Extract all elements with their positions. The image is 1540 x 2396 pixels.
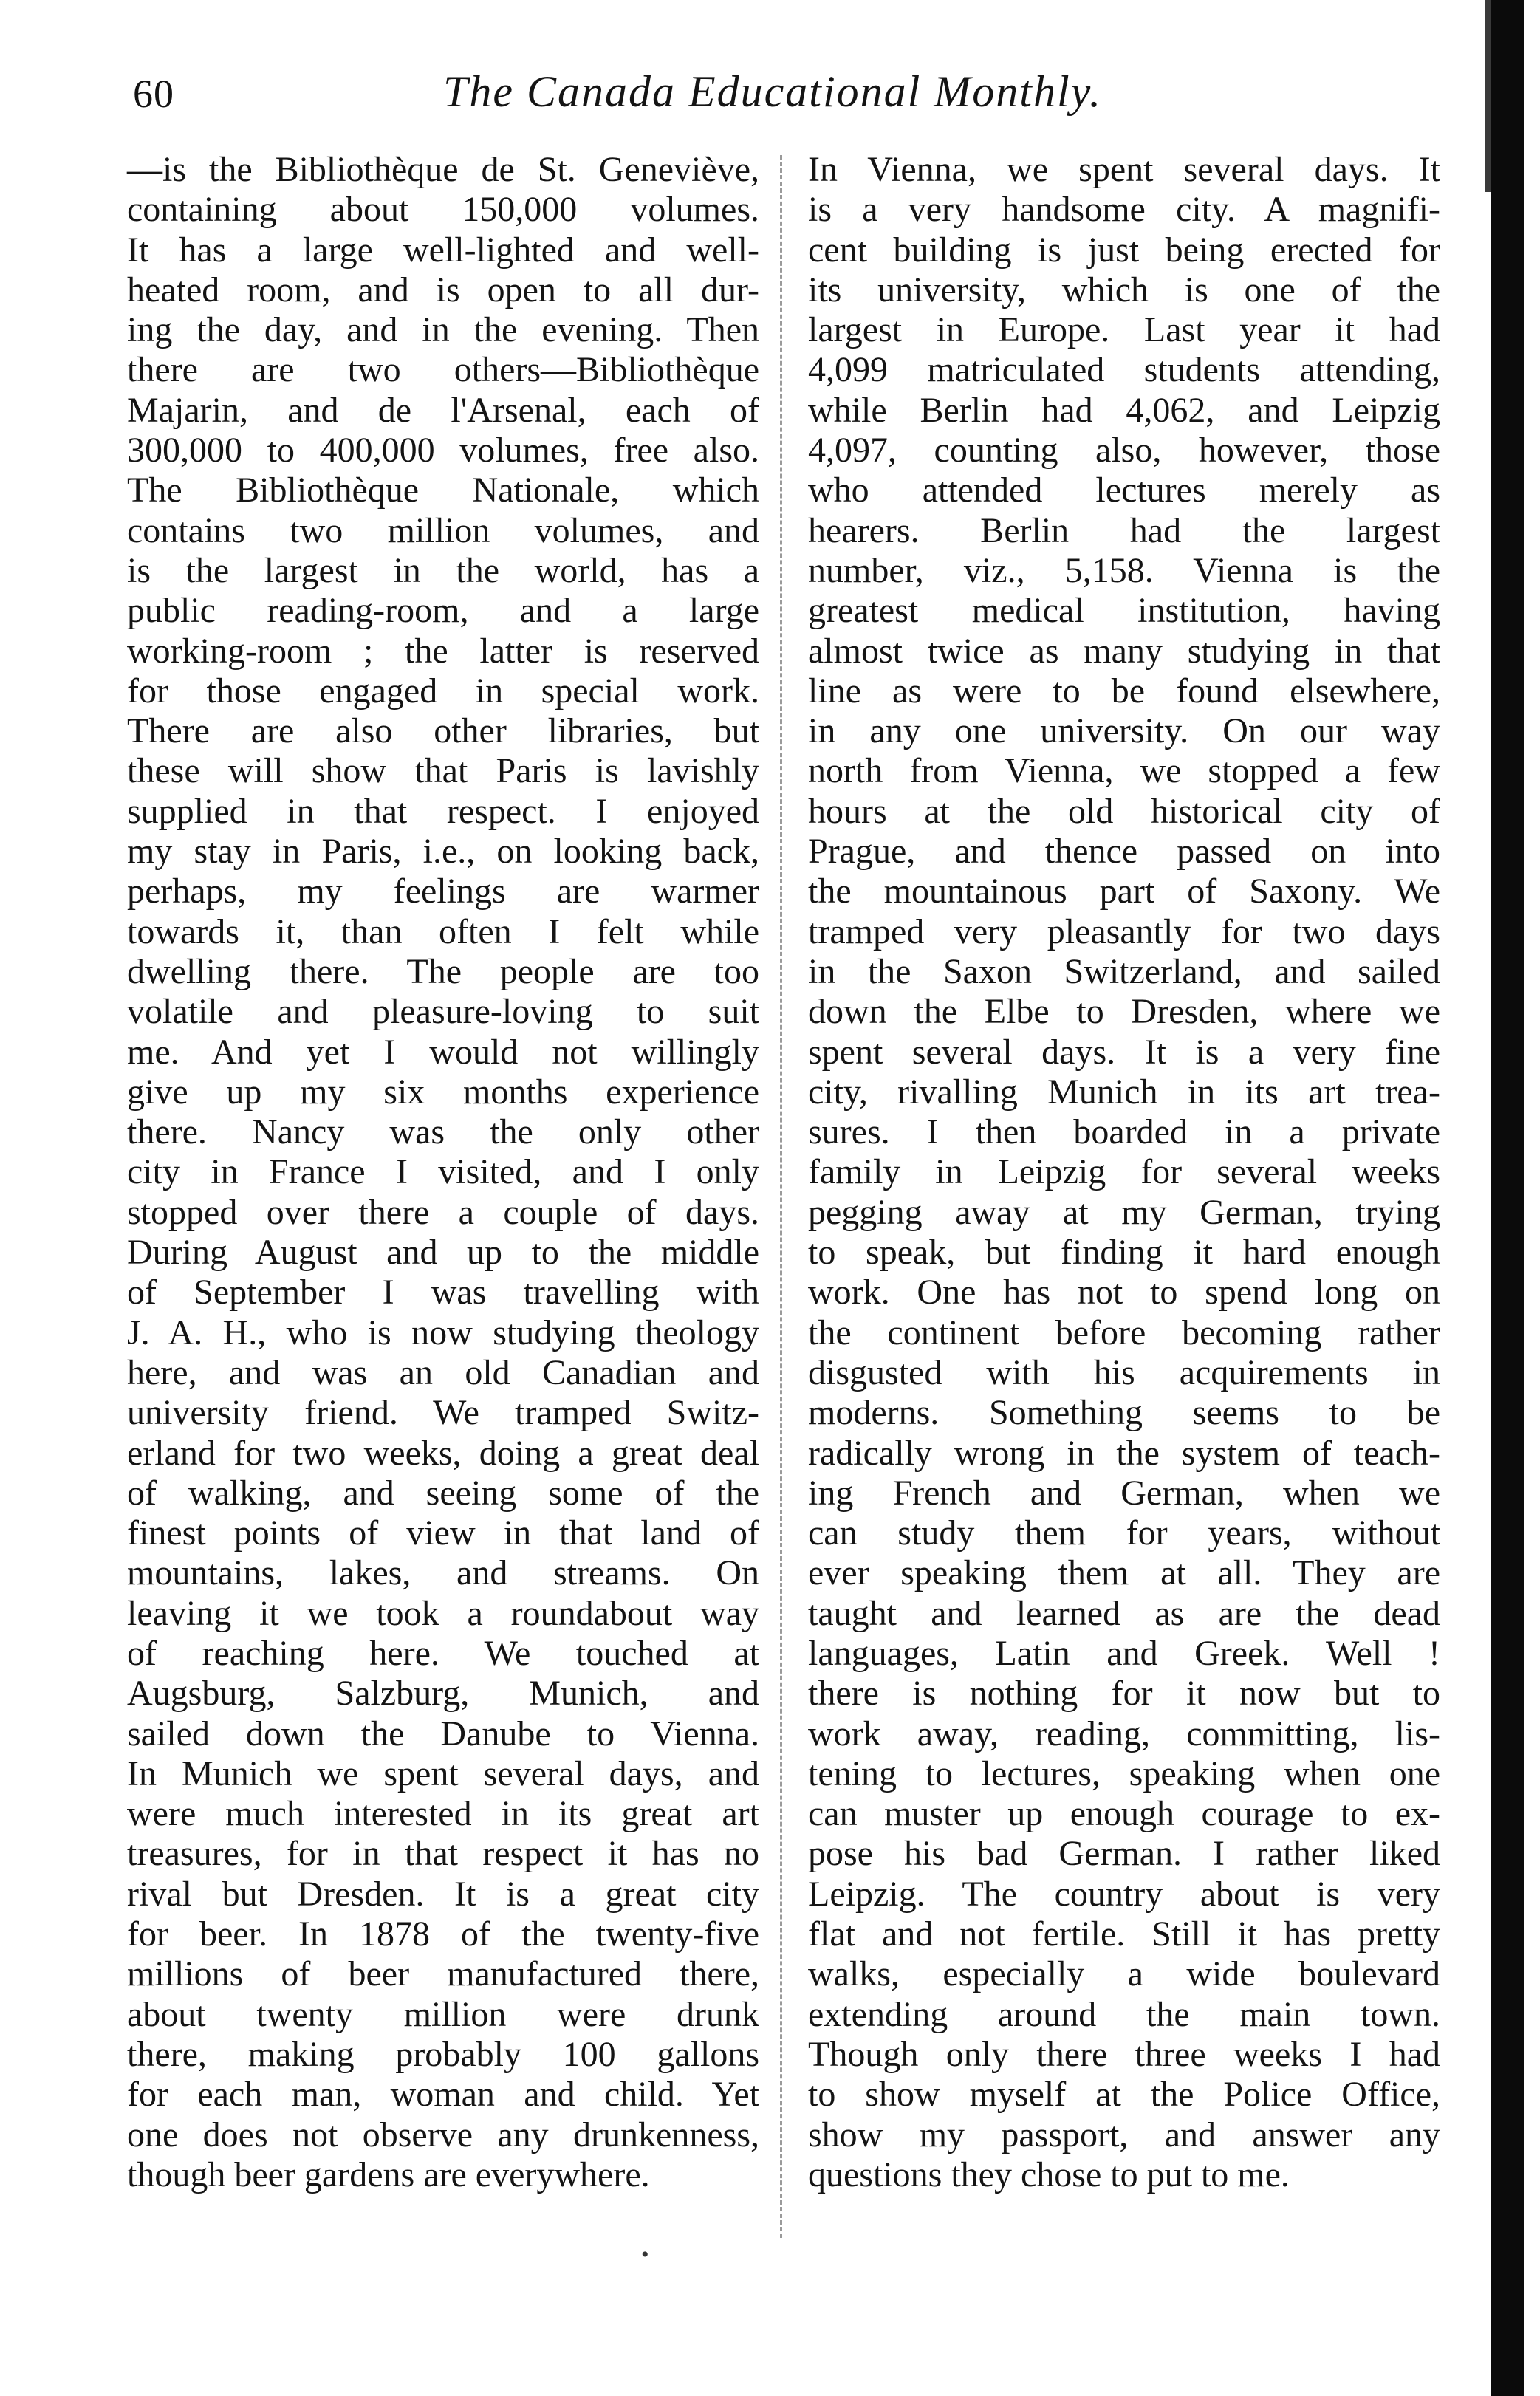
right-column-line: languages, Latin and Greek. Well ! [808, 1633, 1440, 1673]
left-column-line: finest points of view in that land of [127, 1513, 759, 1553]
left-column-line: stopped over there a couple of days. [127, 1192, 759, 1232]
left-column-line: During August and up to the middle [127, 1233, 759, 1273]
left-column-line: volatile and pleasure-loving to suit [127, 992, 759, 1032]
right-column-line: questions they chose to put to me. [808, 2154, 1290, 2194]
right-column-line: almost twice as many studying in that [808, 631, 1440, 671]
right-column-line: north from Vienna, we stopped a few [808, 751, 1440, 791]
left-column-line: for each man, woman and child. Yet [127, 2075, 759, 2115]
right-column-line: Prague, and thence passed on into [808, 832, 1440, 872]
right-column-line: hours at the old historical city of [808, 791, 1440, 831]
right-column-line: In Vienna, we spent several days. It [808, 150, 1440, 189]
left-column-line: towards it, than often I felt while [127, 911, 759, 951]
right-column-line: extending around the main town. [808, 1994, 1440, 2034]
left-column-line: leaving it we took a roundabout way [127, 1593, 759, 1633]
right-column-line: flat and not fertile. Still it has pretty [808, 1914, 1440, 1954]
left-column-line: give up my six months experience [127, 1072, 759, 1112]
left-column-line: erland for two weeks, doing a great deal [127, 1433, 759, 1473]
right-column-line: show my passport, and answer any [808, 2115, 1440, 2154]
left-column-line: perhaps, my feelings are warmer [127, 872, 759, 911]
right-column-line: sures. I then boarded in a private [808, 1112, 1440, 1152]
left-column-line: The Bibliothèque Nationale, which [127, 470, 759, 510]
right-column-line: spent several days. It is a very fine [808, 1032, 1440, 1072]
right-column-line: work. One has not to spend long on [808, 1273, 1440, 1312]
running-title: The Canada Educational Monthly. [443, 67, 1102, 116]
left-column-line: dwelling there. The people are too [127, 951, 759, 991]
right-column-line: to speak, but finding it hard enough [808, 1233, 1440, 1273]
left-column-line: there. Nancy was the only other [127, 1112, 759, 1152]
right-column [808, 150, 1440, 2195]
left-column-line: these will show that Paris is lavishly [127, 751, 759, 791]
left-column-line: There are also other libraries, but [127, 711, 759, 751]
right-column-line: city, rivalling Munich in its art trea- [808, 1072, 1440, 1112]
left-column-line: heated room, and is open to all dur- [127, 270, 759, 309]
right-column-line: its university, which is one of the [808, 270, 1440, 309]
column-divider [780, 155, 782, 2238]
left-column-line: public reading-room, and a large [127, 591, 759, 631]
left-column-line: of walking, and seeing some of the [127, 1473, 759, 1513]
left-column-line: ing the day, and in the evening. Then [127, 310, 759, 350]
right-column-line: radically wrong in the system of teach- [808, 1433, 1440, 1473]
right-column-line: the mountainous part of Saxony. We [808, 872, 1440, 911]
right-column-line: pose his bad German. I rather liked [808, 1834, 1440, 1874]
right-column-line: down the Elbe to Dresden, where we [808, 992, 1440, 1032]
left-column-line: there are two others—Bibliothèque [127, 350, 759, 390]
left-column-line: is the largest in the world, has a [127, 550, 759, 590]
left-column-line: rival but Dresden. It is a great city [127, 1874, 759, 1914]
right-column-line: while Berlin had 4,062, and Leipzig [808, 390, 1440, 430]
right-column-line: to show myself at the Police Office, [808, 2075, 1440, 2115]
right-column-line: hearers. Berlin had the largest [808, 510, 1440, 550]
right-column-line: in any one university. On our way [808, 711, 1440, 751]
left-column-line: city in France I visited, and I only [127, 1152, 759, 1192]
right-column-line: tramped very pleasantly for two days [808, 911, 1440, 951]
left-column-line: contains two million volumes, and [127, 510, 759, 550]
left-column-line: though beer gardens are everywhere. [127, 2154, 650, 2194]
left-column-line: treasures, for in that respect it has no [127, 1834, 759, 1874]
right-column-line: number, viz., 5,158. Vienna is the [808, 550, 1440, 590]
left-column-line: my stay in Paris, i.e., on looking back, [127, 832, 759, 872]
left-column-line: Augsburg, Salzburg, Munich, and [127, 1674, 759, 1714]
right-column-line: the continent before becoming rather [808, 1312, 1440, 1352]
left-column-line: about twenty million were drunk [127, 1994, 759, 2034]
right-column-line: largest in Europe. Last year it had [808, 310, 1440, 350]
right-column-line: 4,099 matriculated students attending, [808, 350, 1440, 390]
left-column-line: containing about 150,000 volumes. [127, 190, 759, 230]
right-column-line: is a very handsome city. A magnifi- [808, 190, 1440, 230]
left-column-line: of September I was travelling with [127, 1273, 759, 1312]
right-column-line: tening to lectures, speaking when one [808, 1753, 1440, 1793]
page-edge-bar [1491, 0, 1524, 2396]
left-column-line: were much interested in its great art [127, 1794, 759, 1834]
page-number: 60 [133, 72, 174, 116]
left-column-line: for those engaged in special work. [127, 671, 759, 711]
ink-speck: • [641, 2242, 649, 2267]
left-column-line: supplied in that respect. I enjoyed [127, 791, 759, 831]
right-column-line: ing French and German, when we [808, 1473, 1440, 1513]
right-column-line: work away, reading, committing, lis- [808, 1714, 1440, 1753]
right-column-line: can study them for years, without [808, 1513, 1440, 1553]
right-column-line: Though only there three weeks I had [808, 2034, 1440, 2074]
right-column-line: Leipzig. The country about is very [808, 1874, 1440, 1914]
left-column-line: J. A. H., who is now studying theology [127, 1312, 759, 1352]
right-column-line: moderns. Something seems to be [808, 1393, 1440, 1433]
right-column-line: cent building is just being erected for [808, 230, 1440, 270]
left-column-line: for beer. In 1878 of the twenty-five [127, 1914, 759, 1954]
left-column-line: me. And yet I would not willingly [127, 1032, 759, 1072]
left-column-line: here, and was an old Canadian and [127, 1352, 759, 1392]
left-column-line: In Munich we spent several days, and [127, 1753, 759, 1793]
right-column-line: can muster up enough courage to ex- [808, 1794, 1440, 1834]
left-column-line: of reaching here. We touched at [127, 1633, 759, 1673]
right-column-line: greatest medical institution, having [808, 591, 1440, 631]
right-column-line: taught and learned as are the dead [808, 1593, 1440, 1633]
right-column-line: ever speaking them at all. They are [808, 1553, 1440, 1593]
right-column-line: walks, especially a wide boulevard [808, 1954, 1440, 1994]
left-column [127, 150, 759, 2195]
left-column-line: sailed down the Danube to Vienna. [127, 1714, 759, 1753]
left-column-line: 300,000 to 400,000 volumes, free also. [127, 431, 759, 470]
right-column-line: there is nothing for it now but to [808, 1674, 1440, 1714]
left-column-line: —is the Bibliothèque de St. Geneviève, [127, 150, 759, 189]
left-column-line: one does not observe any drunkenness, [127, 2115, 759, 2154]
left-column-line: Majarin, and de l'Arsenal, each of [127, 390, 759, 430]
right-column-line: disgusted with his acquirements in [808, 1352, 1440, 1392]
left-column-line: mountains, lakes, and streams. On [127, 1553, 759, 1593]
left-column-line: millions of beer manufactured there, [127, 1954, 759, 1994]
right-column-line: line as were to be found elsewhere, [808, 671, 1440, 711]
left-column-line: It has a large well-lighted and well- [127, 230, 759, 270]
right-column-line: who attended lectures merely as [808, 470, 1440, 510]
right-column-line: 4,097, counting also, however, those [808, 431, 1440, 470]
left-column-line: working-room ; the latter is reserved [127, 631, 759, 671]
right-column-line: in the Saxon Switzerland, and sailed [808, 951, 1440, 991]
right-column-line: pegging away at my German, trying [808, 1192, 1440, 1232]
left-column-line: there, making probably 100 gallons [127, 2034, 759, 2074]
left-column-line: university friend. We tramped Switz- [127, 1393, 759, 1433]
right-column-line: family in Leipzig for several weeks [808, 1152, 1440, 1192]
